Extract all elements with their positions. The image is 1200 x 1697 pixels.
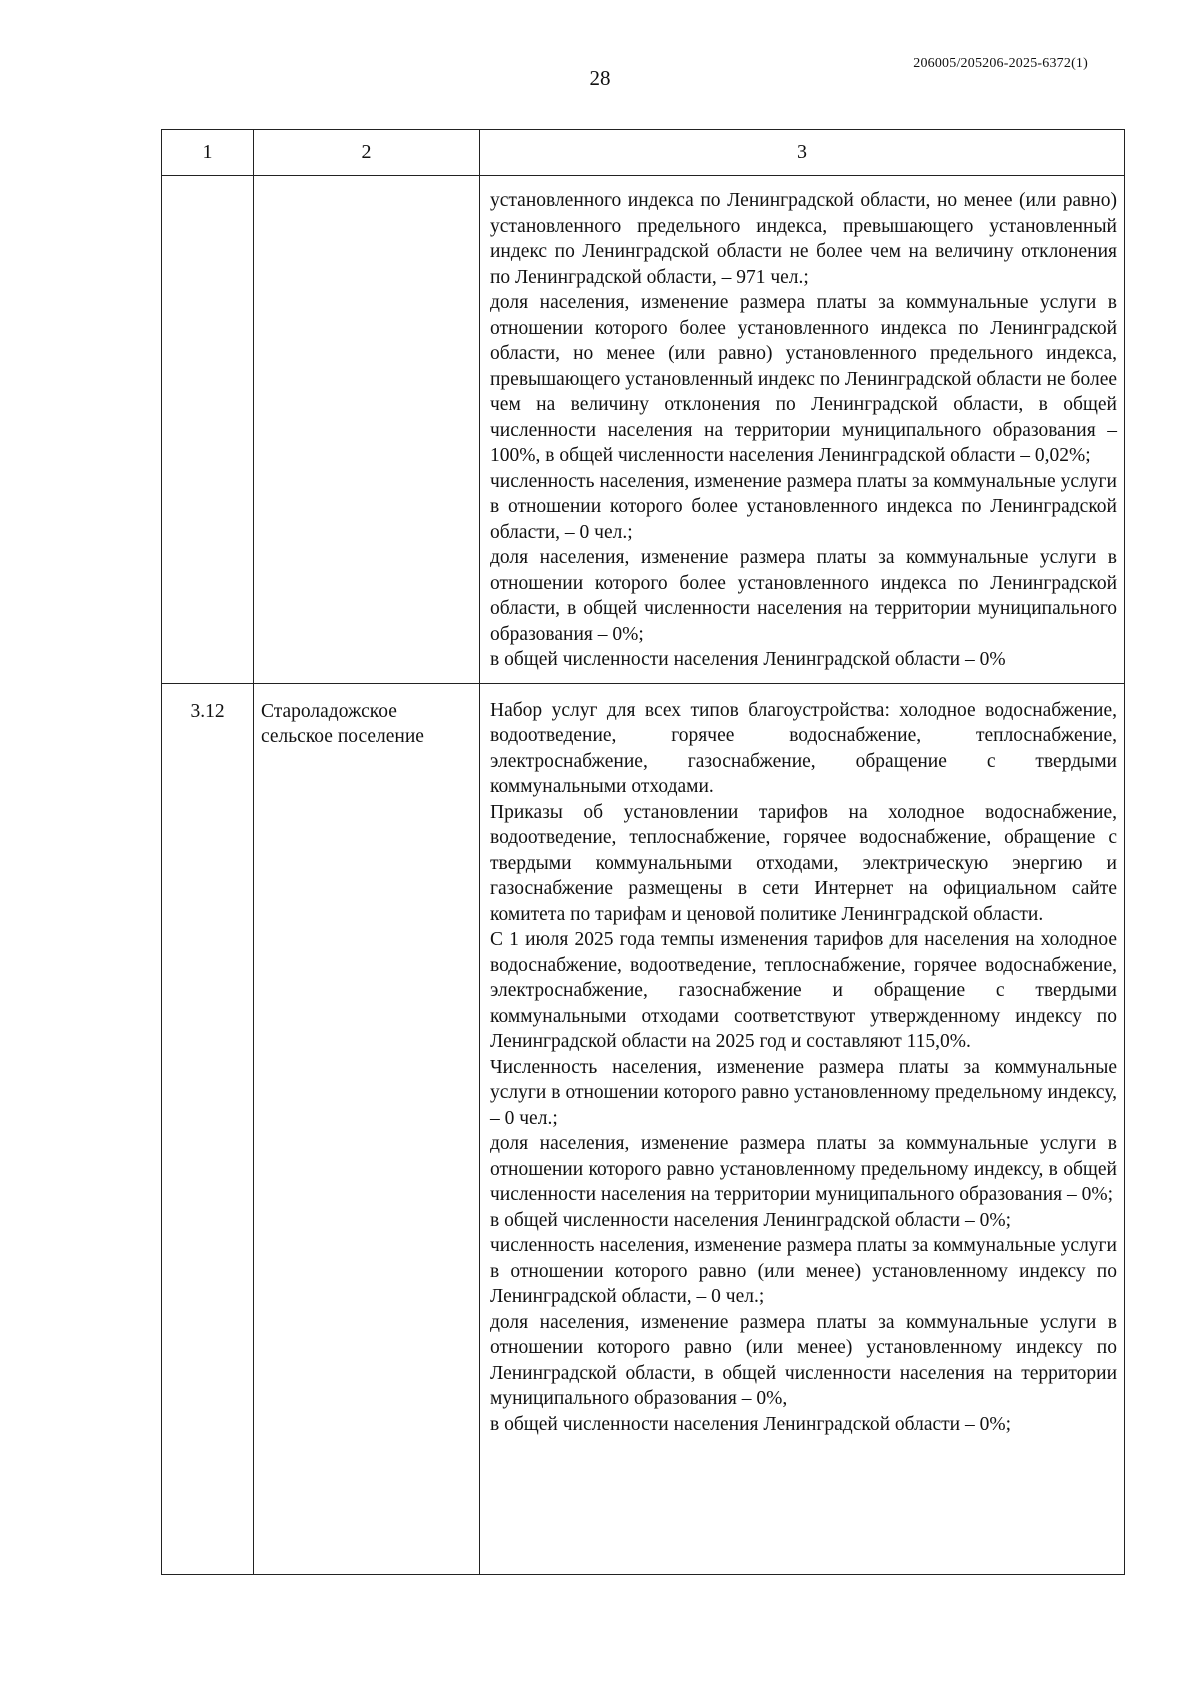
paragraph: С 1 июля 2025 года темпы изменения тарифов для населения на холодное водоснабжение, водоотведение, теплоснабжение, горячее водоснабжение, электроснабжение, газоснабжение и обращение с твердыми коммунальными отходами соответствуют утвержденному индексу по Ленинградской области на 2025 год и составляют 115,0%. [490, 929, 1117, 1052]
document-id: 206005/205206-2025-6372(1) [913, 56, 1088, 71]
row-number-cell-empty [162, 176, 254, 684]
paragraph: доля населения, изменение размера платы за коммунальные услуги в отношении которого равно (или менее) установленному индексу по Ленинградской области, в общей численности населения на территории муниципального образования – 0%, [490, 1311, 1117, 1409]
tariff-table [161, 129, 1125, 1575]
paragraph: Численность населения, изменение размера платы за коммунальные услуги в отношении которого равно установленному предельному индексу, – 0 чел.; [490, 1056, 1117, 1129]
row-number: 3.12 [162, 683, 254, 1574]
paragraph: Набор услуг для всех типов благоустройства: холодное водоснабжение, водоотведение, горячее водоснабжение, теплоснабжение, электроснабжение, газоснабжение, обращение с твердыми коммунальными отходами. [490, 699, 1117, 797]
paragraph: в общей численности населения Ленинградской области – 0%; [490, 1413, 1012, 1435]
paragraph: в общей численности населения Ленинградской области – 0% [490, 649, 1006, 670]
table-header-row [162, 130, 1125, 176]
column-header-3: 3 [480, 130, 1125, 176]
paragraph: численность населения, изменение размера платы за коммунальные услуги в отношении которого равно (или менее) установленному индексу по Ленинградской области, – 0 чел.; [490, 1235, 1117, 1307]
paragraph: Приказы об установлении тарифов на холодное водоснабжение, водоотведение, теплоснабжение, горячее водоснабжение, обращение с твердыми коммунальными отходами, электрическую энергию и газоснабжение размещены в сети Интернет на официальном сайте комитета по тарифам и ценовой политике Ленинградской области. [490, 801, 1117, 925]
paragraph: доля населения, изменение размера платы за коммунальные услуги в отношении которого более установленного индекса по Ленинградской области, но менее (или равно) установленного предельного индекса, превышающего установленный индекс по Ленинградской области не более чем на величину отклонения по Ленинградской области, в общей численности населения на территории муниципального образования – 100%, в общей численности населения Ленинградской области – 0,02%; [490, 292, 1117, 466]
column-header-2: 2 [254, 130, 480, 176]
paragraph: установленного индекса по Ленинградской области, но менее (или равно) установленного предельного индекса, превышающего установленный индекс по Ленинградской области не более чем на величину отклонения по Ленинградской области, – 971 чел.; [490, 190, 1117, 288]
column-header-1: 1 [162, 130, 254, 176]
row-name-cell-empty [254, 176, 480, 684]
paragraph: доля населения, изменение размера платы за коммунальные услуги в отношении которого более установленного индекса по Ленинградской области, в общей численности населения на территории муниципального образования – 0%; [490, 547, 1117, 645]
paragraph: в общей численности населения Ленинградской области – 0%; [490, 1209, 1012, 1231]
settlement-name: Староладожское сельское поселение [254, 683, 480, 1574]
table-row-3-12 [162, 683, 1125, 1574]
paragraph: численность населения, изменение размера платы за коммунальные услуги в отношении которого более установленного индекса по Ленинградской области, – 0 чел.; [490, 470, 1117, 543]
row-description-cell [480, 176, 1125, 684]
row-description-cell [480, 683, 1125, 1574]
page-number: 28 [589, 66, 611, 90]
table-row-continuation [162, 176, 1125, 684]
paragraph: доля населения, изменение размера платы за коммунальные услуги в отношении которого равно установленному предельному индексу, в общей численности населения на территории муниципального образования – 0%; [490, 1133, 1117, 1205]
